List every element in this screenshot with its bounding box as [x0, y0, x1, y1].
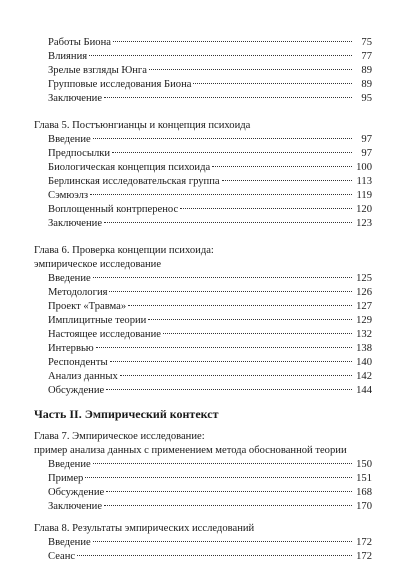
entry-title: Респонденты	[48, 357, 108, 368]
leader-dots	[180, 208, 352, 209]
entry-title: Обсуждение	[48, 487, 105, 498]
entry-page: 126	[356, 287, 372, 298]
chapter-title[interactable]: Глава 6. Проверка концепции психоида:	[34, 245, 214, 256]
toc-entry[interactable]	[34, 370, 372, 384]
entry-title: Имплицитные теории	[48, 315, 147, 326]
toc-entry[interactable]	[34, 92, 372, 106]
entry-page: 100	[356, 162, 372, 173]
toc-entry[interactable]	[34, 203, 372, 217]
entry-title: Заключение	[48, 218, 103, 229]
entry-title: Методология	[48, 287, 108, 298]
entry-title: Влияния	[48, 51, 88, 62]
leader-dots	[120, 375, 352, 376]
entry-title: Обсуждение	[48, 385, 105, 396]
toc-entry[interactable]	[34, 272, 372, 286]
chapter-title[interactable]: Глава 8. Результаты эмпирических исследований	[34, 523, 255, 534]
entry-page: 89	[361, 79, 372, 90]
entry-page: 150	[356, 459, 372, 470]
leader-dots	[109, 291, 352, 292]
toc-entry[interactable]	[34, 356, 372, 370]
entry-title: Предпосылки	[48, 148, 111, 159]
entry-page: 172	[356, 551, 372, 562]
entry-page: 172	[356, 537, 372, 548]
toc-entry[interactable]	[34, 328, 372, 342]
toc-entry[interactable]	[34, 550, 372, 564]
leader-dots	[85, 477, 352, 478]
toc-entry[interactable]	[34, 175, 372, 189]
leader-dots	[148, 319, 352, 320]
toc-entry[interactable]	[34, 342, 372, 356]
leader-dots	[104, 505, 352, 506]
entry-page: 151	[356, 473, 372, 484]
leader-dots	[106, 389, 352, 390]
leader-dots	[212, 166, 352, 167]
entry-page: 142	[356, 371, 372, 382]
leader-dots	[89, 55, 352, 56]
chapter-title[interactable]: Глава 7. Эмпирическое исследование:	[34, 431, 205, 442]
entry-title: Заключение	[48, 93, 103, 104]
entry-page: 168	[356, 487, 372, 498]
entry-page: 97	[361, 148, 372, 159]
entry-page: 120	[356, 204, 372, 215]
toc-entry[interactable]	[34, 36, 372, 50]
leader-dots	[93, 541, 352, 542]
entry-title: Зрелые взгляды Юнга	[48, 65, 147, 76]
entry-title: Групповые исследования Биона	[48, 79, 192, 90]
entry-page: 144	[356, 385, 372, 396]
entry-page: 77	[361, 51, 372, 62]
entry-title: Проект «Травма»	[48, 301, 127, 312]
leader-dots	[110, 361, 352, 362]
toc-entry[interactable]	[34, 147, 372, 161]
leader-dots	[96, 347, 352, 348]
toc-entry[interactable]	[34, 500, 372, 514]
entry-page: 95	[361, 93, 372, 104]
leader-dots	[163, 333, 352, 334]
toc-entry[interactable]	[34, 286, 372, 300]
entry-page: 75	[361, 37, 372, 48]
entry-page: 129	[356, 315, 372, 326]
entry-title: Сэмюэлз	[48, 190, 89, 201]
entry-page: 138	[356, 343, 372, 354]
leader-dots	[149, 69, 352, 70]
toc-entry[interactable]	[34, 161, 372, 175]
entry-page: 127	[356, 301, 372, 312]
toc-entry[interactable]	[34, 189, 372, 203]
leader-dots	[77, 555, 352, 556]
leader-dots	[104, 97, 352, 98]
entry-page: 119	[356, 190, 372, 201]
leader-dots	[113, 41, 352, 42]
entry-title: Введение	[48, 273, 91, 284]
entry-page: 125	[356, 273, 372, 284]
toc-chapter-7	[34, 430, 372, 514]
leader-dots	[93, 277, 352, 278]
entry-title: Биологическая концепция психоида	[48, 162, 211, 173]
entry-page: 170	[356, 501, 372, 512]
entry-title: Заключение	[48, 501, 103, 512]
leader-dots	[193, 83, 352, 84]
entry-page: 113	[356, 176, 372, 187]
entry-title: Интервью	[48, 343, 94, 354]
entry-title: Работы Биона	[48, 37, 111, 48]
leader-dots	[90, 194, 352, 195]
leader-dots	[93, 463, 352, 464]
toc-entry[interactable]	[34, 64, 372, 78]
toc-chapter-5	[34, 119, 372, 231]
entry-title: Настоящее исследование	[48, 329, 161, 340]
toc-top-group	[34, 36, 372, 106]
entry-title: Воплощенный контрперенос	[48, 204, 179, 215]
entry-page: 132	[356, 329, 372, 340]
entry-title: Введение	[48, 537, 91, 548]
toc-entry[interactable]	[34, 133, 372, 147]
entry-page: 89	[361, 65, 372, 76]
entry-title: Введение	[48, 459, 91, 470]
chapter-title[interactable]: Глава 5. Постъюнгианцы и концепция психоида	[34, 120, 251, 131]
entry-title: Введение	[48, 134, 91, 145]
leader-dots	[112, 152, 352, 153]
entry-title: Сеанс	[48, 551, 76, 562]
entry-page: 140	[356, 357, 372, 368]
entry-page: 123	[356, 218, 372, 229]
toc-entry[interactable]	[34, 458, 372, 472]
toc-entry[interactable]	[34, 472, 372, 486]
entry-title: Пример	[48, 473, 84, 484]
leader-dots	[222, 180, 352, 181]
entry-page: 97	[361, 134, 372, 145]
leader-dots	[106, 491, 352, 492]
chapter-title-continued[interactable]: пример анализа данных с применением метода обоснованной теории	[34, 445, 347, 456]
toc-entry[interactable]	[34, 78, 372, 92]
toc-entry[interactable]	[34, 486, 372, 500]
toc-chapter-8	[34, 522, 372, 564]
toc-entry[interactable]	[34, 217, 372, 231]
leader-dots	[93, 138, 352, 139]
table-of-contents	[34, 36, 372, 564]
toc-entry[interactable]	[34, 314, 372, 328]
toc-entry[interactable]	[34, 536, 372, 550]
toc-entry[interactable]	[34, 300, 372, 314]
toc-chapter-6	[34, 244, 372, 398]
chapter-title-continued[interactable]: эмпирическое исследование	[34, 259, 162, 270]
leader-dots	[104, 222, 352, 223]
toc-entry[interactable]	[34, 384, 372, 398]
entry-title: Анализ данных	[48, 371, 118, 382]
toc-entry[interactable]	[34, 50, 372, 64]
leader-dots	[128, 305, 352, 306]
entry-title: Берлинская исследовательская группа	[48, 176, 220, 187]
part-title[interactable]: Часть II. Эмпирический контекст	[34, 407, 219, 421]
